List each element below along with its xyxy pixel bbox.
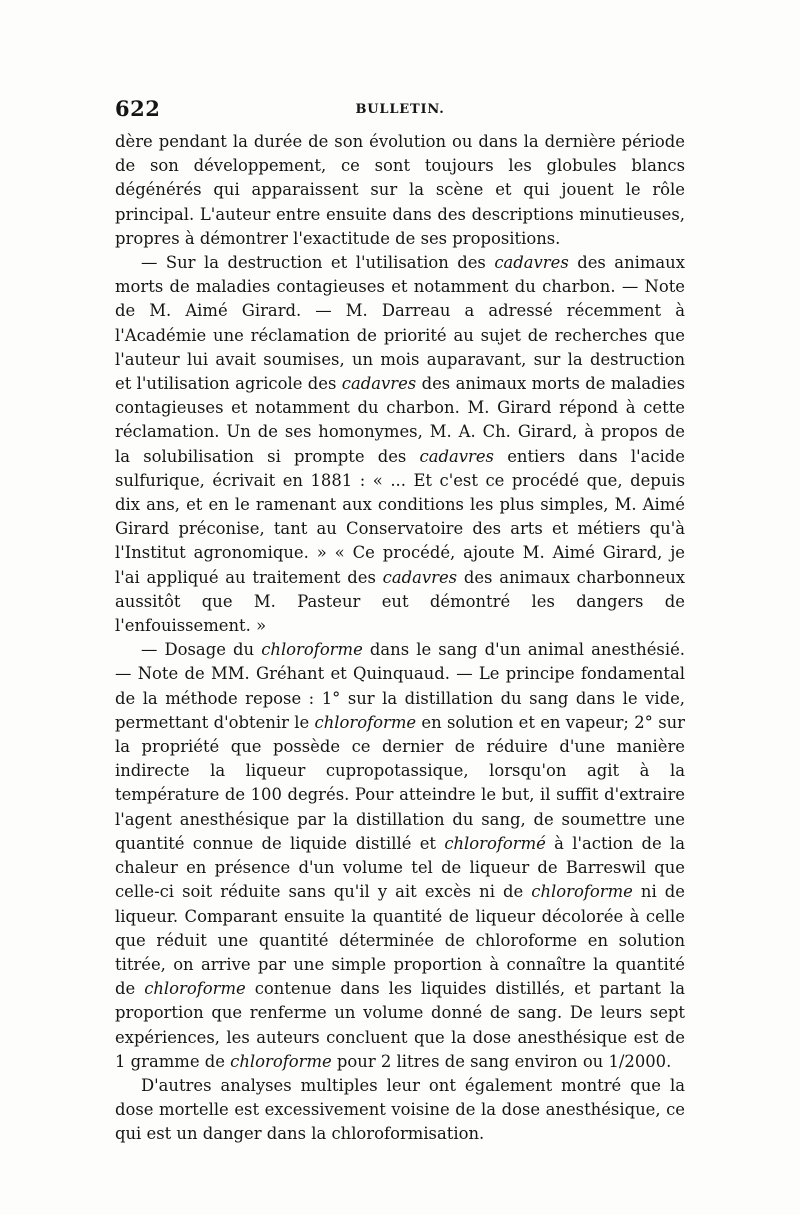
- italic-term: chloroforme: [314, 712, 417, 732]
- text-run: contenue dans les liquides distillés, et partant la proportion que renferme un volume donné de sang. De leurs sept expériences, les auteurs concluent que la dose anesthésique est de 1 gramme de: [115, 979, 686, 1071]
- italic-term: cadavres: [341, 374, 417, 394]
- paragraph-chloroforme-note: [115, 638, 685, 1074]
- paragraph-cadavres-note: [115, 251, 685, 638]
- text-run: D'autres analyses multiples leur ont également montré que la dose mortelle est excessivement voisine de la dose anesthésique, ce qui est un danger dans la chloroformisation.: [115, 1075, 685, 1144]
- text-run: des animaux morts de maladies contagieuses et notamment du charbon. M. Girard répond à cette réclamation. Un de ses homonymes, M. A. Ch. Girard, à propos de la solubilisation si prompte des: [115, 374, 685, 466]
- italic-term: chloroformé: [444, 833, 546, 853]
- text-run: entiers dans l'acide sulfurique, écrivait en 1881 : « ... Et c'est ce procédé que, depuis dix ans, et en le ramenant aux conditions les plus simples, M. Aimé Girard préconise, tant au Conservatoire des arts et métiers qu'à l'Institut agronomique. » « Ce procédé, ajoute M. Aimé Girard, je l'ai appliqué au traitement des: [115, 446, 685, 587]
- text-run: des animaux charbonneux aussitôt que M. Pasteur eut démontré les dangers de l'enfouissement. »: [115, 567, 685, 636]
- italic-term: cadavres: [419, 446, 494, 466]
- text-run: des animaux morts de maladies contagieuses et notamment du charbon. — Note de M. Aimé Girard. — M. Darreau a adressé récemment à l'Académie une réclamation de priorité au sujet de recherches que l'auteur lui avait soumises, un mois auparavant, sur la destruction et l'utilisation agricole des: [115, 253, 685, 394]
- text-run: ni de liqueur. Comparant ensuite la quantité de liqueur décolorée à celle que réduit une quantité déterminée de chloroforme en solution titrée, on arrive par une simple proportion à connaître la quantité de: [115, 882, 685, 999]
- italic-term: chloroforme: [230, 1051, 332, 1071]
- italic-term: cadavres: [494, 253, 569, 273]
- paragraph-conclusion: [115, 1074, 685, 1147]
- text-run: dans le sang d'un animal anesthésié. — Note de MM. Gréhant et Quinquaud. — Le principe fondamental de la méthode repose : 1° sur la distillation du sang dans le vide, permettant d'obtenir le: [115, 640, 685, 732]
- text-run: — Sur la destruction et l'utilisation des: [141, 253, 495, 273]
- italic-term: cadavres: [382, 567, 458, 587]
- italic-term: chloroforme: [531, 882, 633, 902]
- text-run: à l'action de la chaleur en présence d'un volume tel de liqueur de Barreswil que celle-ci soit réduite sans qu'il y ait excès ni de: [115, 833, 685, 902]
- running-head: BULLETIN.: [355, 102, 445, 117]
- text-run: — Dosage du: [141, 640, 262, 660]
- page-header: [115, 96, 685, 130]
- text-run: en solution et en vapeur; 2° sur la propriété que possède ce dernier de réduire d'une manière indirecte la liqueur cupropotassique, lorsqu'on agit à la température de 100 degrés. Pour atteindre le but, il suffit d'extraire l'agent anesthésique par la distillation du sang, de soumettre une quantité connue de liquide distillé et: [115, 712, 685, 853]
- text-run: pour 2 litres de sang environ ou 1/2000.: [331, 1051, 672, 1071]
- italic-term: chloroforme: [144, 979, 246, 999]
- page-number: 622: [115, 96, 161, 121]
- body-text: [115, 130, 685, 1147]
- paragraph-continuation: [115, 130, 685, 251]
- italic-term: chloroforme: [261, 640, 363, 660]
- document-page: [115, 96, 685, 1147]
- text-run: dère pendant la durée de son évolution ou dans la dernière période de son développement, ce sont toujours les globules blancs dégénérés qui apparaissent sur la scène et qui jouent le rôle principal. L'auteur entre ensuite dans des descriptions minutieuses, propres à démontrer l'exactitude de ses propositions.: [115, 132, 685, 248]
